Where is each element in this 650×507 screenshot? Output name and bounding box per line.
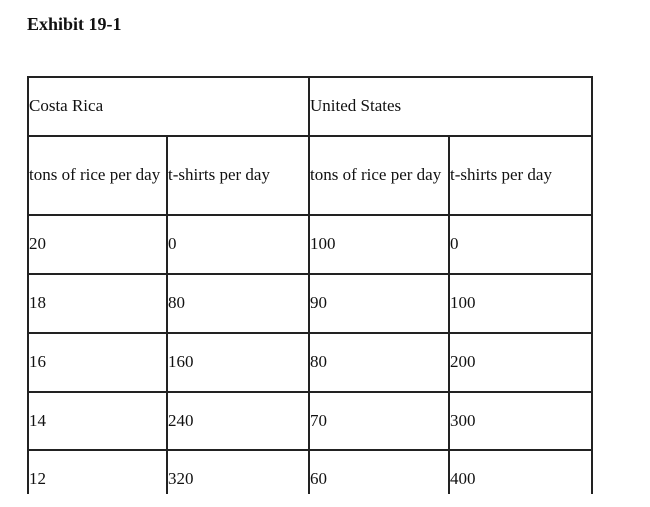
table-cell: 18 [29,293,46,312]
table-cell: 12 [29,468,46,488]
country-header: United States [310,96,402,115]
table-cell: 90 [310,293,327,312]
table-cell: 160 [168,352,194,371]
table-column-divider [591,76,593,494]
table-cell: 240 [168,410,194,430]
country-header: Costa Rica [29,96,104,115]
column-header: t-shirts per day [168,165,270,184]
table-cell: 100 [450,293,476,312]
table-cell: 0 [450,234,459,253]
table-cell: 14 [29,410,46,430]
table-cell: 60 [310,468,327,488]
exhibit-title: Exhibit 19-1 [27,14,122,34]
table-cell: 80 [310,352,327,371]
table-cell: 200 [450,352,476,371]
table-cell: 16 [29,352,46,371]
table-cell: 320 [168,468,194,488]
column-header: t-shirts per day [450,165,552,184]
column-header: tons of rice per day [310,165,442,184]
table-cell: 100 [310,234,336,253]
table-cell: 400 [450,468,476,488]
table-cell: 0 [168,234,177,253]
table-cell: 20 [29,234,46,253]
table-cell: 80 [168,293,185,312]
column-header: tons of rice per day [29,165,161,184]
table-cell: 300 [450,410,476,430]
table-cell: 70 [310,410,327,430]
